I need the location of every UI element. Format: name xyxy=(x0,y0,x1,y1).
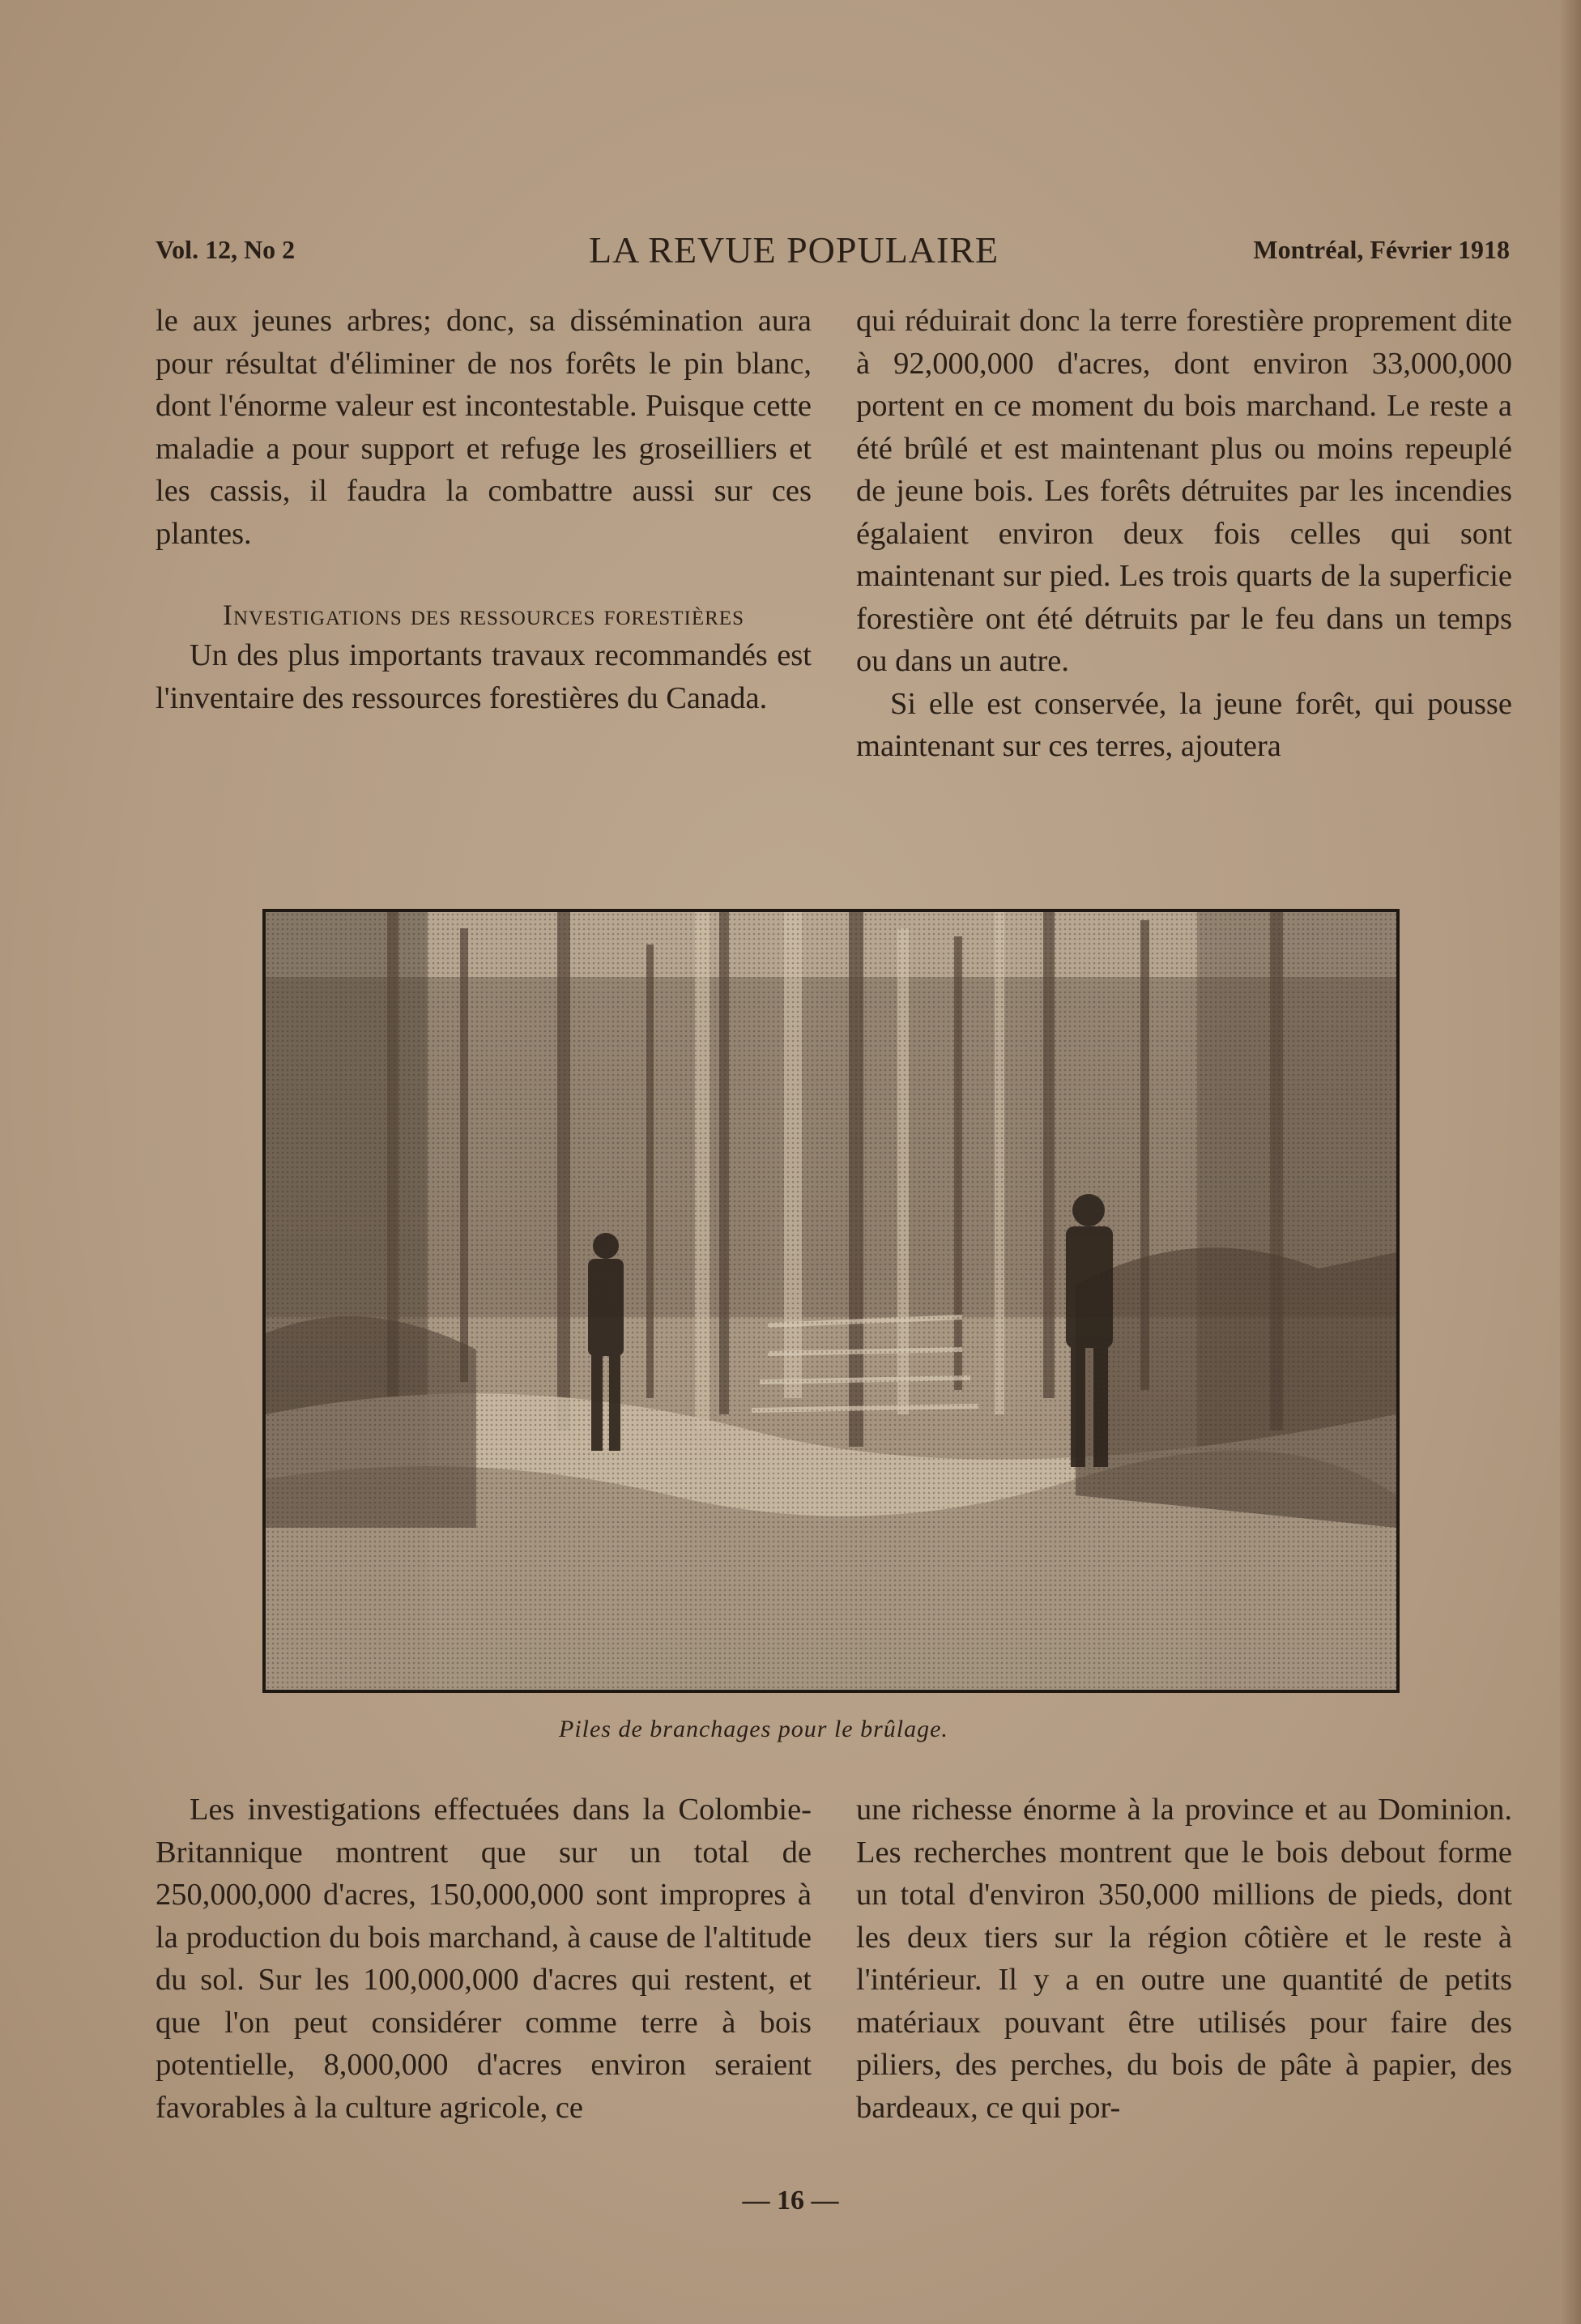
paragraph: Si elle est conservée, la jeune forêt, qui pousse maintenant sur ces terres, ajoutera xyxy=(856,686,1512,763)
column-top-left xyxy=(156,300,812,719)
photo-caption: Piles de branchages pour le brûlage. xyxy=(559,1716,948,1742)
paragraph-continuation: une richesse énorme à la province et au Dominion. Les recherches montrent que le bois debout forme un total d'environ 350,000 millions de pieds, dont les deux tiers sur la région côtière et le reste à l'intérieur. Il y a en outre une quantité de petits matériaux pouvant être utilisés pour faire des piliers, des perches, du bois de pâte à papier, des bardeaux, ce qui por- xyxy=(856,1793,1512,2125)
place-date: Montréal, Février 1918 xyxy=(1253,235,1510,264)
paragraph: Un des plus importants travaux recommandés est l'inventaire des ressources forestières du Canada. xyxy=(156,638,812,715)
paragraph-continuation: le aux jeunes arbres; donc, sa dissémination aura pour résultat d'éliminer de nos forêts le pin blanc, dont l'énorme valeur est incontestable. Puisque cette maladie a pour support et refuge les groseilliers et les cassis, il faudra la combattre aussi sur ces plantes. xyxy=(156,304,812,551)
publication-title: LA REVUE POPULAIRE xyxy=(589,229,999,271)
photo-image xyxy=(266,912,1396,1690)
forest-photograph xyxy=(262,909,1400,1693)
column-bottom-right xyxy=(856,1789,1512,2129)
page-number: — 16 — xyxy=(742,2185,839,2215)
paragraph-continuation: qui réduirait donc la terre forestière proprement dite à 92,000,000 d'acres, dont environ 33,000,000 portent en ce moment du bois marchand. Le reste a été brûlé et est maintenant plus ou moins repeuplé de jeune bois. Les forêts détruites par les incendies égalaient environ deux fois celles qui sont maintenant sur pied. Les trois quarts de la superficie forestière ont été détruits par le feu dans un temps ou dans un autre. xyxy=(856,304,1512,678)
page-header xyxy=(156,228,1510,269)
paragraph: Les investigations effectuées dans la Colombie-Britannique montrent que sur un total de 250,000,000 d'acres, 150,000,000 sont impropres à la production du bois marchand, à cause de l'altitude du sol. Sur les 100,000,000 d'acres qui restent, et que l'on peut considérer comme terre à bois potentielle, 8,000,000 d'acres environ seraient favorables à la culture agricole, ce xyxy=(156,1793,812,2125)
section-heading: Investigations des ressources forestières xyxy=(223,599,744,631)
volume-number: Vol. 12, No 2 xyxy=(156,235,296,264)
column-top-right xyxy=(856,300,1512,768)
column-bottom-left xyxy=(156,1789,812,2129)
page-edge xyxy=(1560,0,1581,2324)
